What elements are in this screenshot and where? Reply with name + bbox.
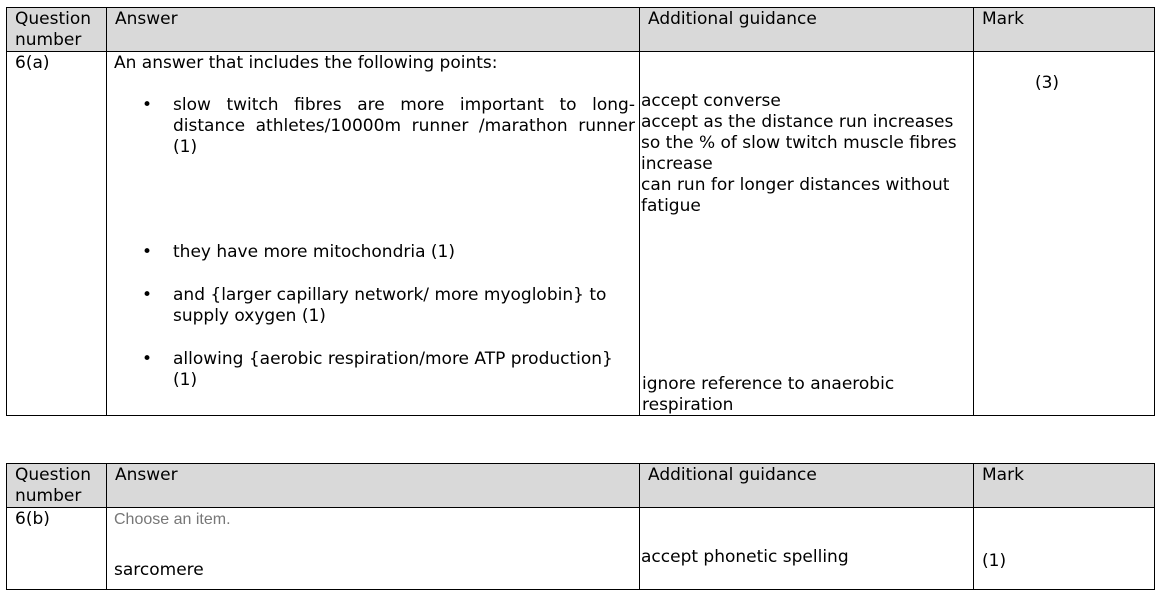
mark-scheme-table-6b: [6, 463, 1155, 590]
table-row: [7, 508, 1155, 590]
guidance-line: accept converse: [641, 91, 781, 111]
question-number: 6(b): [7, 508, 107, 590]
mark-cell: [974, 52, 1155, 416]
answer-cell: [107, 52, 640, 416]
answer-intro: An answer that includes the following points:: [114, 53, 498, 73]
guidance-cell: [640, 508, 974, 590]
mark-value: (3): [1034, 73, 1060, 93]
answer-points: [114, 95, 639, 391]
header-additional-guidance: Additional guidance: [640, 464, 974, 508]
guidance-ignore: ignore reference to anaerobic respiration: [642, 374, 895, 415]
mark-value: (1): [982, 551, 1007, 571]
answer-point: • they have more mitochondria (1): [114, 242, 639, 263]
answer-text: sarcomere: [114, 560, 204, 580]
answer-point: • slow twitch fibres are more important to long-distance athletes/10000m runner /marathon runner (1): [114, 95, 639, 158]
guidance-cell: [640, 52, 974, 416]
header-mark: Mark: [974, 8, 1155, 52]
header-row: [7, 8, 1155, 52]
answer-point: • allowing {aerobic respiration/more ATP production} (1): [114, 349, 639, 391]
table-row: [7, 52, 1155, 416]
guidance-line: accept phonetic spelling: [641, 547, 849, 567]
header-answer: Answer: [107, 8, 640, 52]
answer-cell: [107, 508, 640, 590]
header-additional-guidance: Additional guidance: [640, 8, 974, 52]
header-question-number: Question number: [7, 464, 107, 508]
header-answer: Answer: [107, 464, 640, 508]
guidance-line: accept as the distance run increases so the % of slow twitch muscle fibres increase: [641, 112, 957, 174]
choose-item-dropdown[interactable]: Choose an item.: [114, 511, 231, 528]
mark-cell: [974, 508, 1155, 590]
guidance-line: can run for longer distances without fatigue: [641, 175, 950, 216]
question-number: 6(a): [7, 52, 107, 416]
header-mark: Mark: [974, 464, 1155, 508]
header-question-number: Question number: [7, 8, 107, 52]
mark-scheme-table-6a: [6, 7, 1155, 416]
header-row: [7, 464, 1155, 508]
answer-point: • and {larger capillary network/ more myoglobin} to supply oxygen (1): [114, 285, 639, 327]
